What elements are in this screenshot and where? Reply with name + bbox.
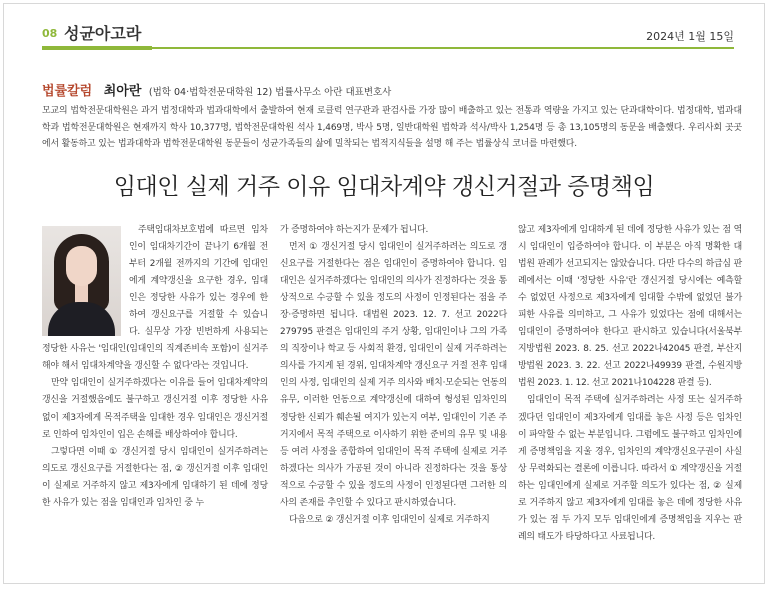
article-headline: 임대인 실제 거주 이유 임대차계약 갱신거절과 증명책임 [113, 174, 655, 200]
paragraph: 않고 제3자에게 임대하게 된 데에 정당한 사유가 있는 점 역시 임대인이 입증하여야 합니다. 이 부분은 아직 명확한 대법원 판례가 선고되지는 않았습니다. 다만 다수의 하급심 판례에서는 이때 '정당한 사유'란 갱신거절 당시에는 예측할 수 없었던 사정으로 제3자에게 임대할 수밖에 없었던 불가피한 사유를 의미하고, 그 사유가 있었다는 점에 대해서는 임대인이 증명하여야 한다고 판시하고 있습니다(서울북부지방법원 2023. 8. 25. 선고 2022나42045 판결, 부산지방법원 2023. 3. 22. 선고 2022나49939 판결, 수원지방법원 2023. 1. 12. 선고 2021나104228 판결 등). [518, 225, 742, 389]
article-body [42, 222, 742, 572]
paragraph: 주택임대차보호법에 따르면 임차인이 임대차기간이 끝나기 6개월 전부터 2개월 전까지의 기간에 임대인에게 계약갱신을 요구한 경우, 임대인은 정당한 사유가 있는 경우에 한하여 갱신요구를 거절할 수 있습니다. 실무상 가장 빈번하게 사용되는 정당한 사유는 '임대인(임대인의 직계존비속 포함)이 실거주해야 해서 임대차계약을 갱신할 수 없다'라는 것입니다. [42, 225, 268, 372]
column-intro: 모교의 법학전문대학원은 과거 법정대학과 법과대학에서 출발하여 현재 로클럭 연구관과 판검사를 가장 많이 배출하고 있는 전통과 역량을 가지고 있는 단과대학이다. 법정대학, 법과대학과 법학전문대학원은 현재까지 학사 10,377명, 법학전문대학원 석사 1,469명, 박사 5명, 일반대학원 법학과 석사/박사 1,254명 등 총 13,105명의 동문을 배출했다. 우리사회 곳곳에서 활동하고 있는 법과대학과 법학전문대학원 동문들이 성균가족들의 삶에 밀착되는 법적지식들을 설명 해 주는 법률상식 코너를 마련했다. [42, 106, 742, 149]
paragraph: 가 증명하여야 하는지가 문제가 됩니다. [280, 225, 429, 235]
column-label: 법률칼럼 [42, 84, 93, 99]
header-rule-accent [42, 46, 152, 50]
author-credentials: (법학 04·법학전문대학원 12) 법률사무소 아란 대표변호사 [148, 87, 392, 98]
paragraph: 먼저 ① 갱신거절 당시 임대인이 실거주하려는 의도로 갱신요구를 거절한다는 점은 임대인이 증명하여야 합니다. 임대인은 실거주하겠다는 임대인의 의사가 진정하다는 것을 통상적으로 수긍할 수 있을 정도의 사정이 인정된다는 점을 주장·증명하면 됩니다. 대법원 2023. 12. 7. 선고 2022다279795 판결은 임대인의 주거 상황, 임대인이나 그의 가족의 직장이나 학교 등 사회적 환경, 임대인이 실제 거주하려는 의사를 가지게 된 경위, 임대차계약 갱신요구 거절 전후 임대인의 사정, 임대인의 실제 거주 의사와 배치·모순되는 언동의 유무, 이러한 언동으로 계약갱신에 대하여 형성된 임차인의 정당한 신뢰가 훼손될 여지가 있는지 여부, 임대인이 기존 주거지에서 목적 주택으로 이사하기 위한 준비의 유무 및 내용 등 여러 사정을 종합하여 임대인이 목적 주택에 실제로 거주하겠다는 의사가 가공된 것이 아니라 진정하다는 것을 통상적으로 수긍할 수 있을 정도의 사정이 인정된다면 그러한 의사의 존재를 추인할 수 있다고 판시하였습니다. [280, 242, 507, 508]
section-title: 성균아고라 [64, 24, 142, 43]
author-name: 최아란 [103, 84, 142, 99]
page-number: 08 [42, 27, 58, 40]
publication-date: 2024년 1월 15일 [646, 30, 734, 43]
page-header [42, 16, 734, 52]
paragraph: 다음으로 ② 갱신거절 이후 임대인이 실제로 거주하지 [289, 514, 490, 525]
paragraph: 그렇다면 이때 ① 갱신거절 당시 임대인이 실거주하려는 의도로 갱신요구를 거절한다는 점, ② 갱신거절 이후 임대인이 실제로 거주하지 않고 제3자에게 임대하기 된 데에 정당한 사유가 있는 점을 임대인과 임차인 중 누 [42, 446, 268, 508]
paragraph: 만약 임대인이 실거주하겠다는 이유를 들어 임대차계약의 갱신을 거절했음에도 불구하고 갱신거절 이후 정당한 사유 없이 제3자에게 목적주택을 임대한 경우 임대인은 갱신거절로 인하여 임차인이 입은 손해를 배상하여야 합니다. [42, 378, 268, 440]
newspaper-page [3, 3, 765, 584]
article-column-3 [518, 222, 742, 546]
paragraph: 임대인이 목적 주택에 실거주하려는 사정 또는 실거주하겠다던 임대인이 제3자에게 임대를 놓은 사정 등은 임차인이 파악할 수 없는 부분입니다. 그럼에도 불구하고 임차인에게 증명책임을 지울 경우, 임차인의 계약갱신요구권이 사실상 무력화되는 결론에 이릅니다. 따라서 ① 계약갱신을 거절하는 임대인에게 실제로 거주할 의도가 있다는 점, ② 실제로 거주하지 않고 제3자에게 임대를 놓은 데에 정당한 사유가 있는 점 두 가지 모두 임대인에게 증명책임을 지우는 판례의 태도가 타당하다고 사료됩니다. [518, 395, 742, 542]
article-column-1 [42, 222, 268, 512]
article-column-2 [280, 222, 507, 529]
byline [42, 80, 734, 100]
